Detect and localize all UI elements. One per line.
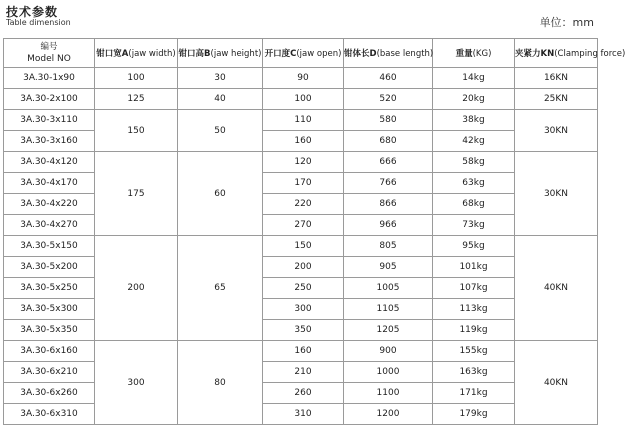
cell-weight: 107kg bbox=[433, 278, 515, 299]
table-row bbox=[4, 131, 598, 152]
cell-base-length: 805 bbox=[344, 236, 433, 257]
cell-model: 3A.30-2x100 bbox=[4, 89, 95, 110]
cell-jaw-height: 50 bbox=[178, 110, 263, 152]
col-header-weight-en: (KG) bbox=[472, 49, 492, 59]
cell-base-length: 900 bbox=[344, 341, 433, 362]
table-row bbox=[4, 257, 598, 278]
cell-model: 3A.30-3x110 bbox=[4, 110, 95, 131]
cell-weight: 14kg bbox=[433, 68, 515, 89]
cell-base-length: 1205 bbox=[344, 320, 433, 341]
cell-model: 3A.30-1x90 bbox=[4, 68, 95, 89]
cell-weight: 163kg bbox=[433, 362, 515, 383]
cell-jaw-width: 100 bbox=[95, 68, 178, 89]
col-header-jaw-width bbox=[95, 39, 178, 68]
cell-jaw-open: 210 bbox=[263, 362, 344, 383]
cell-model: 3A.30-6x260 bbox=[4, 383, 95, 404]
cell-model: 3A.30-4x220 bbox=[4, 194, 95, 215]
cell-weight: 155kg bbox=[433, 341, 515, 362]
table-row bbox=[4, 404, 598, 425]
cell-base-length: 580 bbox=[344, 110, 433, 131]
cell-jaw-open: 160 bbox=[263, 131, 344, 152]
table-row bbox=[4, 362, 598, 383]
cell-jaw-open: 90 bbox=[263, 68, 344, 89]
cell-jaw-open: 150 bbox=[263, 236, 344, 257]
table-row bbox=[4, 68, 598, 89]
cell-jaw-height: 60 bbox=[178, 152, 263, 236]
cell-model: 3A.30-4x270 bbox=[4, 215, 95, 236]
cell-clamp: 40KN bbox=[515, 341, 598, 425]
cell-jaw-open: 170 bbox=[263, 173, 344, 194]
table-row bbox=[4, 89, 598, 110]
cell-base-length: 866 bbox=[344, 194, 433, 215]
table-row bbox=[4, 194, 598, 215]
cell-clamp: 30KN bbox=[515, 152, 598, 236]
col-header-jaw-open bbox=[263, 39, 344, 68]
cell-clamp: 30KN bbox=[515, 110, 598, 152]
cell-clamp: 40KN bbox=[515, 236, 598, 341]
table-row bbox=[4, 383, 598, 404]
cell-model: 3A.30-4x120 bbox=[4, 152, 95, 173]
cell-weight: 38kg bbox=[433, 110, 515, 131]
cell-model: 3A.30-5x200 bbox=[4, 257, 95, 278]
cell-weight: 119kg bbox=[433, 320, 515, 341]
cell-base-length: 1200 bbox=[344, 404, 433, 425]
cell-jaw-open: 260 bbox=[263, 383, 344, 404]
cell-jaw-open: 350 bbox=[263, 320, 344, 341]
cell-model: 3A.30-6x210 bbox=[4, 362, 95, 383]
cell-base-length: 766 bbox=[344, 173, 433, 194]
cell-clamp: 16KN bbox=[515, 68, 598, 89]
cell-jaw-width: 150 bbox=[95, 110, 178, 152]
table-row bbox=[4, 299, 598, 320]
table-row bbox=[4, 215, 598, 236]
cell-model: 3A.30-5x300 bbox=[4, 299, 95, 320]
col-header-jaw-width-en: (jaw width) bbox=[128, 49, 176, 59]
cell-jaw-open: 120 bbox=[263, 152, 344, 173]
cell-model: 3A.30-5x350 bbox=[4, 320, 95, 341]
cell-jaw-open: 100 bbox=[263, 89, 344, 110]
cell-base-length: 680 bbox=[344, 131, 433, 152]
table-row bbox=[4, 341, 598, 362]
col-header-jaw-height bbox=[178, 39, 263, 68]
cell-base-length: 460 bbox=[344, 68, 433, 89]
col-header-model bbox=[4, 39, 95, 68]
col-header-model-zh: 编号 bbox=[40, 42, 58, 52]
cell-model: 3A.30-3x160 bbox=[4, 131, 95, 152]
cell-weight: 101kg bbox=[433, 257, 515, 278]
cell-model: 3A.30-6x160 bbox=[4, 341, 95, 362]
cell-weight: 58kg bbox=[433, 152, 515, 173]
unit-label: 单位：mm bbox=[539, 16, 594, 29]
col-header-jaw-open-en: (jaw open) bbox=[296, 49, 342, 59]
cell-base-length: 1105 bbox=[344, 299, 433, 320]
table-row bbox=[4, 278, 598, 299]
page-title: 技术参数 bbox=[6, 5, 59, 19]
spec-table bbox=[3, 38, 625, 425]
cell-jaw-open: 220 bbox=[263, 194, 344, 215]
cell-jaw-open: 110 bbox=[263, 110, 344, 131]
page-subtitle: Table dimension bbox=[6, 18, 71, 27]
cell-model: 3A.30-5x150 bbox=[4, 236, 95, 257]
cell-jaw-open: 310 bbox=[263, 404, 344, 425]
col-header-clamp-en: (Clamping force) bbox=[554, 49, 625, 59]
cell-weight: 171kg bbox=[433, 383, 515, 404]
cell-jaw-width: 200 bbox=[95, 236, 178, 341]
cell-model: 3A.30-4x170 bbox=[4, 173, 95, 194]
col-header-jaw-width-zh: 钳口宽A bbox=[96, 49, 129, 59]
cell-weight: 95kg bbox=[433, 236, 515, 257]
table-row bbox=[4, 110, 598, 131]
cell-model: 3A.30-6x310 bbox=[4, 404, 95, 425]
cell-jaw-open: 160 bbox=[263, 341, 344, 362]
cell-weight: 63kg bbox=[433, 173, 515, 194]
cell-base-length: 666 bbox=[344, 152, 433, 173]
cell-base-length: 520 bbox=[344, 89, 433, 110]
cell-jaw-height: 30 bbox=[178, 68, 263, 89]
cell-weight: 113kg bbox=[433, 299, 515, 320]
col-header-base-length-en: (base length) bbox=[376, 49, 434, 59]
cell-weight: 68kg bbox=[433, 194, 515, 215]
col-header-clamp-zh: 夹紧力KN bbox=[515, 49, 555, 59]
cell-base-length: 1000 bbox=[344, 362, 433, 383]
cell-jaw-width: 125 bbox=[95, 89, 178, 110]
cell-clamp: 25KN bbox=[515, 89, 598, 110]
col-header-jaw-height-zh: 钳口高B bbox=[178, 49, 211, 59]
cell-model: 3A.30-5x250 bbox=[4, 278, 95, 299]
col-header-base-length bbox=[344, 39, 433, 68]
cell-weight: 42kg bbox=[433, 131, 515, 152]
cell-jaw-open: 270 bbox=[263, 215, 344, 236]
table-row bbox=[4, 173, 598, 194]
col-header-base-length-zh: 钳体长D bbox=[344, 49, 377, 59]
table-header-row bbox=[4, 39, 598, 68]
cell-jaw-height: 80 bbox=[178, 341, 263, 425]
col-header-jaw-height-en: (jaw height) bbox=[210, 49, 262, 59]
table-row bbox=[4, 152, 598, 173]
col-header-model-en: Model NO bbox=[27, 54, 71, 64]
cell-weight: 179kg bbox=[433, 404, 515, 425]
table-row bbox=[4, 236, 598, 257]
cell-base-length: 1005 bbox=[344, 278, 433, 299]
cell-base-length: 905 bbox=[344, 257, 433, 278]
cell-jaw-height: 65 bbox=[178, 236, 263, 341]
col-header-weight-zh: 重量 bbox=[455, 49, 473, 59]
cell-jaw-open: 250 bbox=[263, 278, 344, 299]
table-row bbox=[4, 320, 598, 341]
cell-base-length: 1100 bbox=[344, 383, 433, 404]
cell-weight: 20kg bbox=[433, 89, 515, 110]
cell-base-length: 966 bbox=[344, 215, 433, 236]
col-header-clamp bbox=[515, 39, 625, 68]
col-header-jaw-open-zh: 开口度C bbox=[264, 49, 297, 59]
cell-jaw-open: 300 bbox=[263, 299, 344, 320]
cell-weight: 73kg bbox=[433, 215, 515, 236]
cell-jaw-width: 175 bbox=[95, 152, 178, 236]
col-header-weight bbox=[433, 39, 515, 68]
cell-jaw-width: 300 bbox=[95, 341, 178, 425]
cell-jaw-open: 200 bbox=[263, 257, 344, 278]
cell-jaw-height: 40 bbox=[178, 89, 263, 110]
